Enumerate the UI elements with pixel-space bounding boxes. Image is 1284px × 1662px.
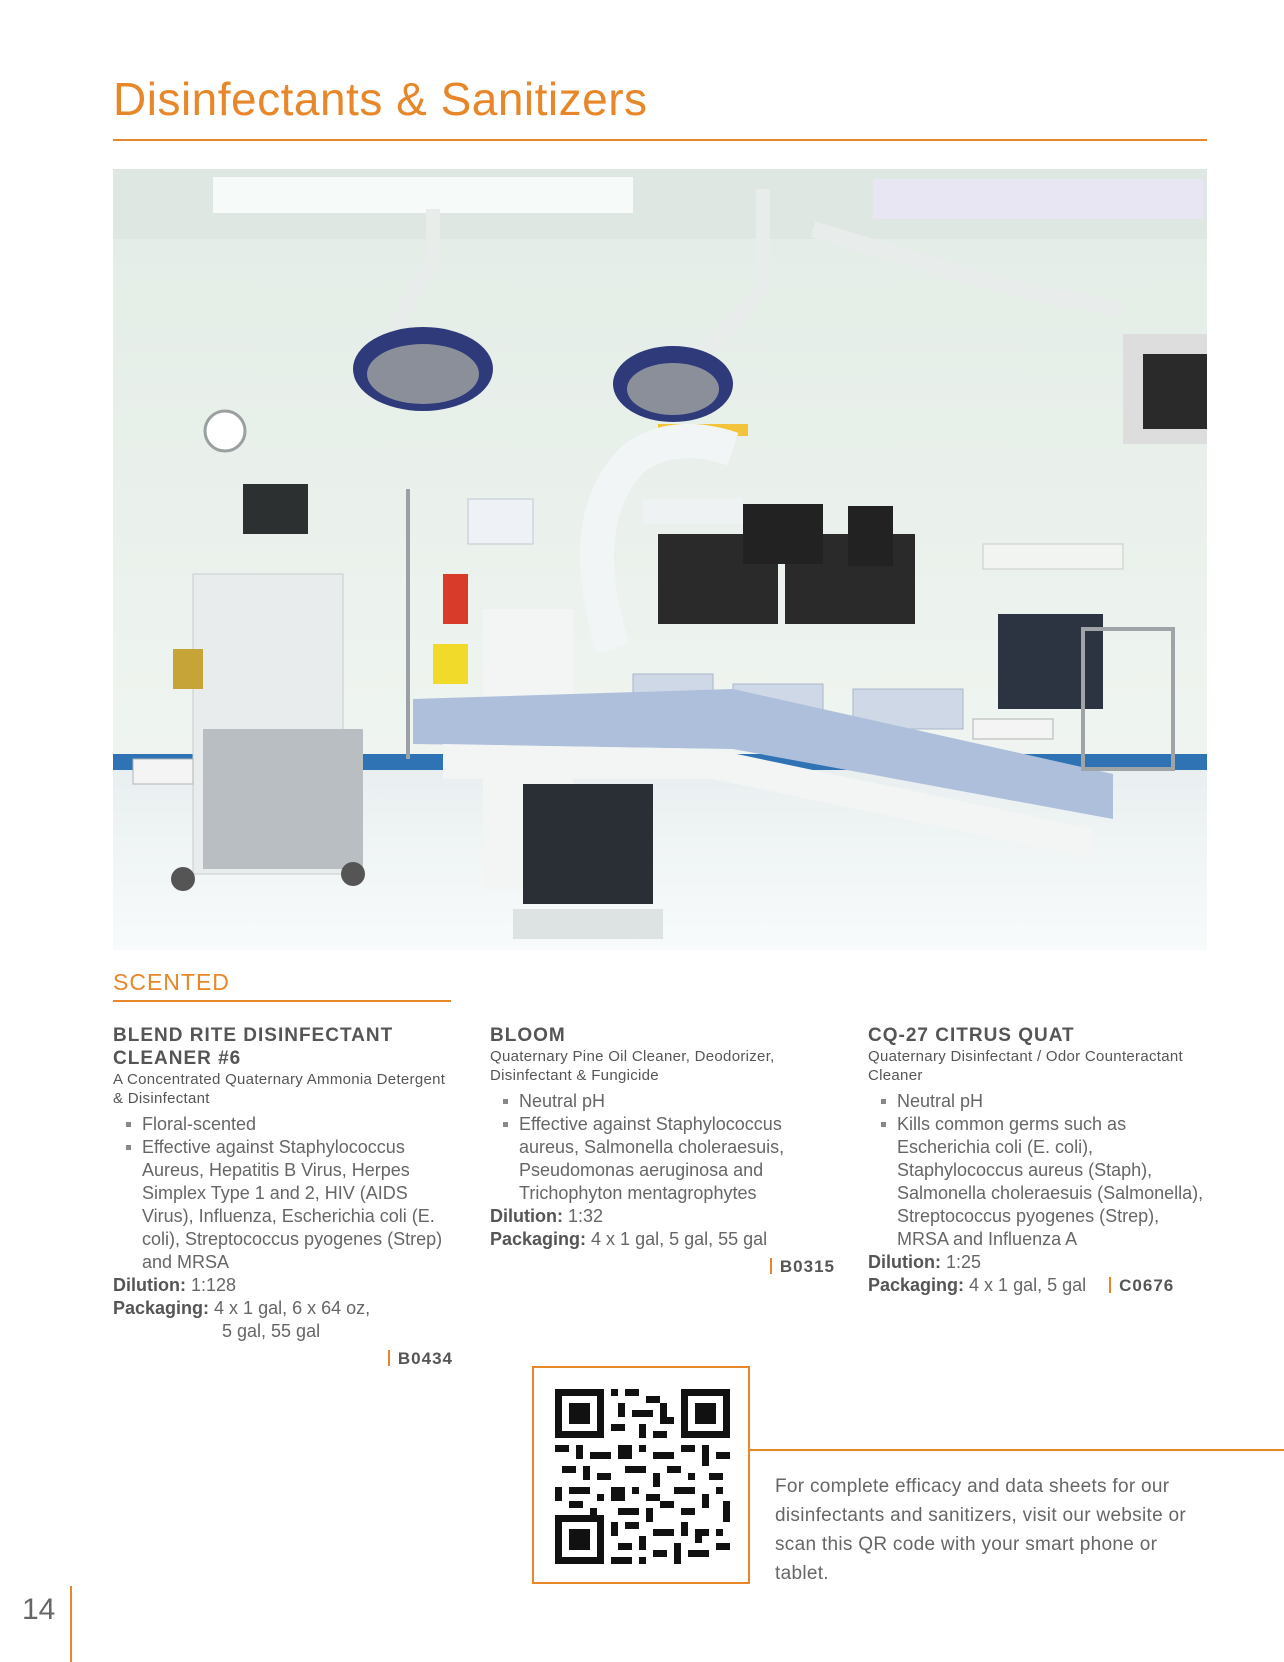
packaging-label: Packaging: [490,1229,587,1249]
packaging-label: Packaging: [113,1298,210,1318]
packaging-row [490,1228,835,1251]
product-subtitle: A Concentrated Quaternary Ammonia Detergent & Disinfectant [113,1071,446,1107]
qr-code-graphic [555,1389,730,1564]
packaging-value-continued: 5 gal, 55 gal [222,1321,321,1341]
product-card [868,1024,1213,1297]
product-subtitle: Quaternary Disinfectant / Odor Counteractant Cleaner [868,1048,1184,1084]
feature-item: Effective against Staphylococcus aureus, Salmonella choleraesuis, Pseudomonas aeruginosa and Trichophyton mentagrophytes [490,1113,835,1205]
feature-item: Effective against Staphylococcus Aureus, Hepatitis B Virus, Herpes Simplex Type 1 and 2, HIV (AIDS Virus), Influenza, Escherichia coli (E. coli), Streptococcus pyogenes (Strep) and MRSA [113,1136,453,1274]
product-code: B0434 [388,1349,453,1368]
title-divider [113,139,1207,141]
feature-item: Kills common germs such as Escherichia coli (E. coli), Staphylococcus aureus (Staph), Salmonella choleraesuis (Salmonella), Streptococcus pyogenes (Strep), MRSA and Influenza A [868,1113,1213,1251]
dilution-value: 1:128 [191,1275,237,1295]
dilution-value: 1:25 [946,1252,982,1272]
qr-code[interactable] [532,1366,750,1584]
section-divider [113,1000,451,1002]
page-number: 14 [22,1593,56,1626]
product-name: CQ-27 CITRUS QUAT [868,1025,1075,1046]
dilution-value: 1:32 [568,1206,604,1226]
dilution-row [113,1274,453,1297]
product-subtitle: Quaternary Pine Oil Cleaner, Deodorizer, Disinfectant & Fungicide [490,1048,775,1084]
section-label: SCENTED [113,969,230,995]
packaging-label: Packaging: [868,1275,965,1295]
product-code: B0315 [770,1257,835,1276]
feature-list [113,1113,453,1274]
dilution-label: Dilution: [868,1252,941,1272]
operating-room-photo [113,169,1207,950]
qr-divider [750,1449,1284,1451]
dilution-row [490,1205,835,1228]
product-name: BLOOM [490,1025,566,1046]
feature-list [490,1090,835,1205]
product-card [490,1024,835,1277]
packaging-value: 4 x 1 gal, 5 gal, 55 gal [591,1229,768,1249]
dilution-row [868,1251,1213,1274]
dilution-label: Dilution: [113,1275,186,1295]
feature-item: Floral-scented [113,1113,453,1136]
product-code: C0676 [1109,1274,1174,1297]
qr-instructions: For complete efficacy and data sheets for our disinfectants and sanitizers, visit our website or scan this QR code with your smart phone or tablet. [775,1476,1187,1584]
feature-item: Neutral pH [490,1090,835,1113]
packaging-row [868,1274,1213,1297]
feature-list [868,1090,1213,1251]
packaging-value: 4 x 1 gal, 5 gal [969,1275,1087,1295]
packaging-row [113,1297,453,1320]
product-card [113,1024,453,1369]
page-number-divider [70,1586,72,1662]
product-name: BLEND RITE DISINFECTANT CLEANER #6 [113,1025,394,1069]
feature-item: Neutral pH [868,1090,1213,1113]
packaging-value: 4 x 1 gal, 6 x 64 oz, [214,1298,371,1318]
page-title: Disinfectants & Sanitizers [113,73,648,125]
dilution-label: Dilution: [490,1206,563,1226]
